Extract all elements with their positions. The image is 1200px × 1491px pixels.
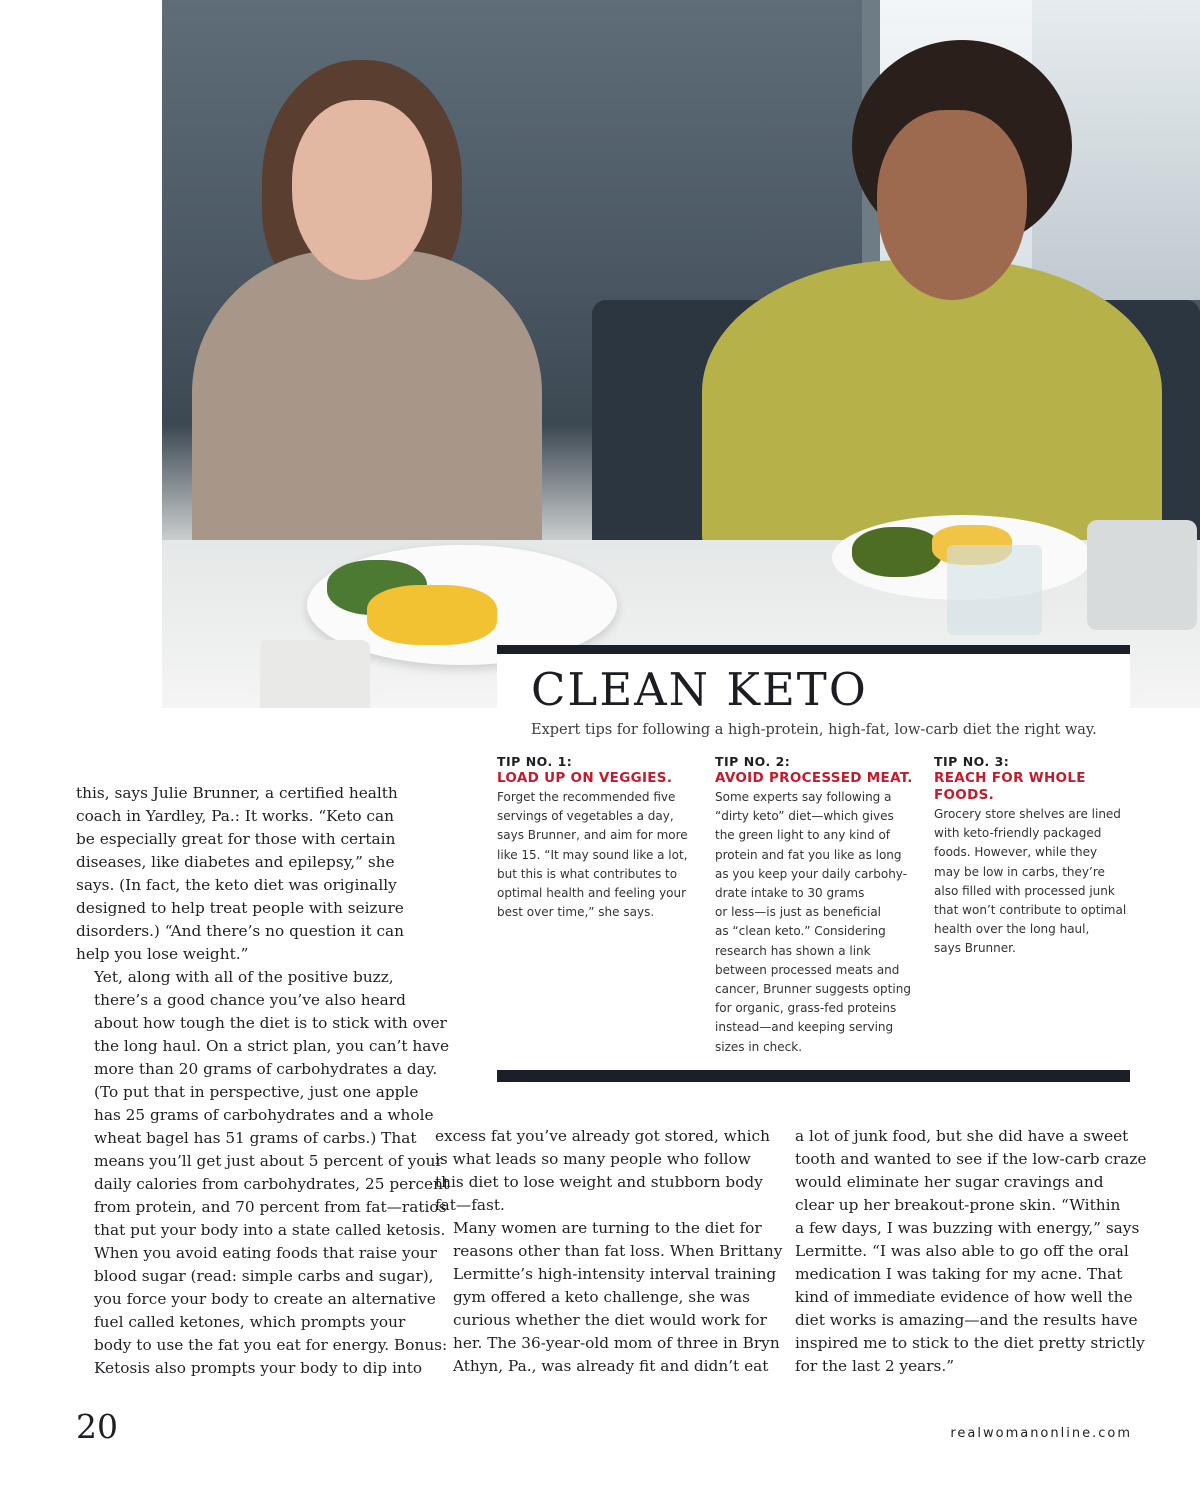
- text-line: also filled with processed junk: [934, 883, 1115, 898]
- tip-3: [934, 753, 1132, 959]
- woman-left-sweater: [192, 250, 542, 590]
- paragraph: [435, 1125, 770, 1217]
- text-line: that won’t contribute to optimal: [934, 903, 1127, 918]
- text-line: instead—and keeping serving: [715, 1020, 894, 1035]
- text-line: between processed meats and: [715, 962, 900, 977]
- tip-3-body: [934, 805, 1132, 959]
- text-line: Forget the recommended five: [497, 790, 676, 804]
- text-line: fat—fast.: [435, 1196, 505, 1214]
- tip-2-body: [715, 788, 915, 1057]
- text-line: a few days, I was buzzing with energy,” says: [795, 1219, 1140, 1237]
- plate-right-avocado: [852, 527, 942, 577]
- text-line: wheat bagel has 51 grams of carbs.) That: [94, 1129, 417, 1147]
- woman-right: [702, 70, 1162, 550]
- tip-2: [715, 753, 915, 1057]
- text-line: this diet to lose weight and stubborn body: [435, 1173, 763, 1191]
- text-line: help you lose weight.”: [76, 945, 249, 963]
- hero-photo: [162, 0, 1200, 708]
- water-glass: [947, 545, 1042, 635]
- text-line: says Brunner.: [934, 941, 1016, 956]
- clean-keto-sidebar: [497, 645, 1130, 1082]
- tip-1-title: LOAD UP ON VEGGIES.: [497, 770, 673, 786]
- woman-left-face: [292, 100, 432, 280]
- text-line: with keto-friendly packaged: [934, 826, 1102, 841]
- text-line: diet works is amazing—and the results have: [795, 1311, 1138, 1329]
- text-line: cancer, Brunner suggests opting: [715, 982, 911, 997]
- text-line: disorders.) “And there’s no question it can: [76, 922, 405, 940]
- text-line: Athyn, Pa., was already fit and didn’t eat: [453, 1357, 769, 1375]
- tip-1-body: [497, 788, 697, 922]
- text-line: excess fat you’ve already got stored, which: [435, 1127, 770, 1145]
- article-column-2: [435, 1125, 783, 1378]
- text-line: this, says Julie Brunner, a certified health: [76, 784, 398, 802]
- tip-1-number: TIP NO. 1:: [497, 754, 573, 769]
- text-line: (To put that in perspective, just one apple: [94, 1083, 419, 1101]
- text-line: means you’ll get just about 5 percent of your: [94, 1152, 443, 1170]
- text-line: for organic, grass-fed proteins: [715, 1001, 897, 1016]
- text-line: designed to help treat people with seizure: [76, 899, 404, 917]
- text-line: protein and fat you like as long: [715, 847, 902, 862]
- text-line: curious whether the diet would work for: [453, 1311, 767, 1329]
- article-column-3: [795, 1125, 1147, 1378]
- text-line: optimal health and feeling your: [497, 886, 687, 901]
- text-line: servings of vegetables a day,: [497, 809, 674, 824]
- woman-right-sweater: [702, 260, 1162, 560]
- text-line: like 15. “It may sound like a lot,: [497, 847, 688, 862]
- woman-right-face: [877, 110, 1027, 300]
- text-line: best over time,” she says.: [497, 905, 655, 920]
- text-line: Lermitte’s high-intensity interval training: [453, 1265, 777, 1283]
- text-line: diseases, like diabetes and epilepsy,” she: [76, 853, 395, 871]
- text-line: tooth and wanted to see if the low-carb craze: [795, 1150, 1147, 1168]
- text-line: daily calories from carbohydrates, 25 percent: [94, 1175, 450, 1193]
- text-line: drate intake to 30 grams: [715, 886, 865, 901]
- paragraph: [435, 1217, 783, 1378]
- text-line: reasons other than fat loss. When Brittany: [453, 1242, 783, 1260]
- text-line: the green light to any kind of: [715, 828, 891, 843]
- site-url: realwomanonline.com: [950, 1426, 1132, 1441]
- tip-1: [497, 753, 697, 922]
- mug-right: [1087, 520, 1197, 630]
- text-line: her. The 36-year-old mom of three in Bryn: [453, 1334, 780, 1352]
- tip-2-number: TIP NO. 2:: [715, 754, 791, 769]
- text-line: foods. However, while they: [934, 845, 1098, 860]
- text-line: inspired me to stick to the diet pretty strictly: [795, 1334, 1145, 1352]
- paragraph: [795, 1125, 1147, 1378]
- text-line: would eliminate her sugar cravings and: [795, 1173, 1104, 1191]
- tip-3-title: REACH FOR WHOLE FOODS.: [934, 770, 1086, 803]
- text-line: gym offered a keto challenge, she was: [453, 1288, 750, 1306]
- text-line: the long haul. On a strict plan, you can’t have: [94, 1037, 450, 1055]
- text-line: “dirty keto” diet—which gives: [715, 809, 894, 824]
- text-line: but this is what contributes to: [497, 866, 678, 881]
- mug-left: [260, 640, 370, 708]
- tip-2-title: AVOID PROCESSED MEAT.: [715, 770, 913, 786]
- text-line: a lot of junk food, but she did have a sweet: [795, 1127, 1129, 1145]
- text-line: Lermitte. “I was also able to go off the oral: [795, 1242, 1129, 1260]
- text-line: Some experts say following a: [715, 790, 892, 804]
- text-line: When you avoid eating foods that raise your: [94, 1244, 437, 1262]
- sidebar-dek: Expert tips for following a high-protein, high-fat, low-carb diet the right way.: [531, 722, 1097, 738]
- text-line: is what leads so many people who follow: [435, 1150, 751, 1168]
- text-line: blood sugar (read: simple carbs and sugar),: [94, 1267, 434, 1285]
- text-line: clear up her breakout-prone skin. “Within: [795, 1196, 1121, 1214]
- page-number: 20: [76, 1407, 118, 1446]
- text-line: says Brunner, and aim for more: [497, 828, 688, 843]
- plate-left-eggs: [367, 585, 497, 645]
- text-line: be especially great for those with certain: [76, 830, 396, 848]
- text-line: body to use the fat you eat for energy. Bonus:: [94, 1336, 448, 1354]
- paragraph: [76, 782, 416, 966]
- text-line: sizes in check.: [715, 1039, 803, 1054]
- text-line: Many women are turning to the diet for: [453, 1219, 762, 1237]
- text-line: Ketosis also prompts your body to dip into: [94, 1359, 423, 1377]
- text-line: more than 20 grams of carbohydrates a day.: [94, 1060, 438, 1078]
- paragraph: [76, 966, 450, 1380]
- tip-3-number: TIP NO. 3:: [934, 754, 1010, 769]
- text-line: coach in Yardley, Pa.: It works. “Keto can: [76, 807, 394, 825]
- text-line: that put your body into a state called ketosis.: [94, 1221, 446, 1239]
- text-line: from protein, and 70 percent from fat—ratios: [94, 1198, 447, 1216]
- text-line: about how tough the diet is to stick with over: [94, 1014, 447, 1032]
- text-line: research has shown a link: [715, 943, 871, 958]
- article-column-1: [76, 782, 450, 1380]
- text-line: for the last 2 years.”: [795, 1357, 955, 1375]
- text-line: there’s a good chance you’ve also heard: [94, 991, 406, 1009]
- sidebar-bottom-rule: [497, 1070, 1130, 1082]
- text-line: kind of immediate evidence of how well the: [795, 1288, 1133, 1306]
- text-line: as “clean keto.” Considering: [715, 924, 886, 939]
- text-line: Yet, along with all of the positive buzz,: [94, 968, 394, 986]
- sidebar-top-rule: [497, 645, 1130, 654]
- text-line: health over the long haul,: [934, 922, 1090, 937]
- woman-left: [192, 60, 522, 580]
- text-line: as you keep your daily carbohy-: [715, 866, 908, 881]
- text-line: or less—is just as beneficial: [715, 905, 882, 920]
- text-line: medication I was taking for my acne. That: [795, 1265, 1123, 1283]
- text-line: says. (In fact, the keto diet was originally: [76, 876, 397, 894]
- text-line: may be low in carbs, they’re: [934, 864, 1105, 879]
- text-line: fuel called ketones, which prompts your: [94, 1313, 406, 1331]
- text-line: you force your body to create an alternative: [94, 1290, 436, 1308]
- text-line: has 25 grams of carbohydrates and a whole: [94, 1106, 434, 1124]
- sidebar-headline: CLEAN KETO: [531, 663, 868, 716]
- text-line: Grocery store shelves are lined: [934, 807, 1121, 821]
